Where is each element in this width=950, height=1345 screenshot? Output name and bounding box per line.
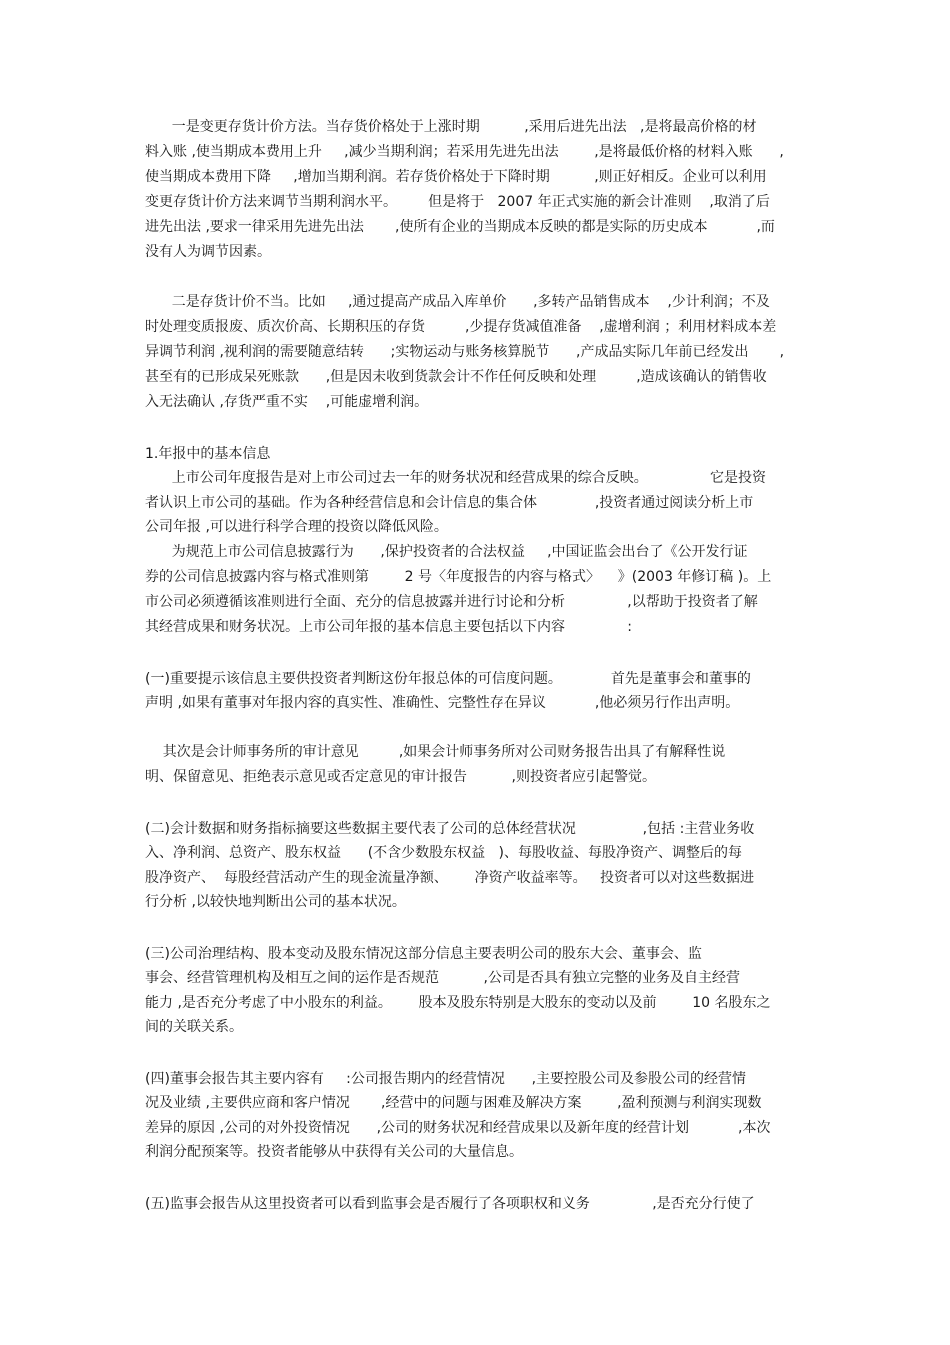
text-line: 料入账 ,使当期成本费用上升 ,减少当期利润；若采用先进先出法 ,是将最低价格的材料入账 , [145, 144, 784, 160]
text-line: (二)会计数据和财务指标摘要这些数据主要代表了公司的总体经营状况 ,包括 :主营业务收 [145, 821, 755, 837]
text-line: (四)董事会报告其主要内容有 :公司报告期内的经营情况 ,主要控股公司及参股公司的经营情 [145, 1071, 747, 1087]
text-line: 甚至有的已形成呆死账款 ,但是因未收到货款会计不作任何反映和处理 ,造成该确认的销售收 [145, 369, 767, 385]
text-line: 况及业绩 ,主要供应商和客户情况 ,经营中的问题与困难及解决方案 ,盈利预测与利润实现数 [145, 1095, 762, 1111]
text-line: 者认识上市公司的基础。作为各种经营信息和会计信息的集合体 ,投资者通过阅读分析上市 [145, 495, 754, 511]
text-line: 使当期成本费用下降 ,增加当期利润。若存货价格处于下降时期 ,则正好相反。企业可以利用 [145, 169, 767, 185]
text-line: 公司年报 ,可以进行科学合理的投资以降低风险。 [145, 519, 448, 535]
text-line: 上市公司年度报告是对上市公司过去一年的财务状况和经营成果的综合反映。 它是投资 [145, 470, 767, 486]
text-line: 入无法确认 ,存货严重不实 ,可能虚增利润。 [145, 394, 429, 410]
text-line: 间的关联关系。 [145, 1019, 243, 1035]
section-heading: 1.年报中的基本信息 [145, 446, 271, 462]
text-line: 声明 ,如果有董事对年报内容的真实性、准确性、完整性存在异议 ,他必须另行作出声明。 [145, 695, 740, 711]
text-line: 其经营成果和财务状况。上市公司年报的基本信息主要包括以下内容 : [145, 619, 633, 635]
text-line: 利润分配预案等。投资者能够从中获得有关公司的大量信息。 [145, 1144, 523, 1160]
text-line: 明、保留意见、拒绝表示意见或否定意见的审计报告 ,则投资者应引起警觉。 [145, 769, 656, 785]
text-line: 异调节利润 ,视利润的需要随意结转 ;实物运动与账务核算脱节 ,产成品实际几年前已经发出 , [145, 344, 785, 360]
text-line: 进先出法 ,要求一律采用先进先出法 ,使所有企业的当期成本反映的都是实际的历史成本 ,而 [145, 219, 775, 235]
text-line: 股净资产、 每股经营活动产生的现金流量净额、 净资产收益率等。 投资者可以对这些数据进 [145, 870, 754, 886]
text-line: (五)监事会报告从这里投资者可以看到监事会是否履行了各项职权和义务 ,是否充分行使了 [145, 1196, 755, 1212]
text-line: 市公司必须遵循该准则进行全面、充分的信息披露并进行讨论和分析 ,以帮助于投资者了解 [145, 594, 758, 610]
text-line: (一)重要提示该信息主要供投资者判断这份年报总体的可信度问题。 首先是董事会和董事的 [145, 671, 751, 687]
text-line: 行分析 ,以较快地判断出公司的基本状况。 [145, 894, 406, 910]
text-line: 能力 ,是否充分考虑了中小股东的利益。 股本及股东特别是大股东的变动以及前 10 名股东之 [145, 995, 771, 1011]
text-line: 券的公司信息披露内容与格式准则第 2 号〈年度报告的内容与格式〉 》(2003 年修订稿 )。上 [145, 569, 772, 585]
text-line: (三)公司治理结构、股本变动及股东情况这部分信息主要表明公司的股东大会、董事会、监 [145, 946, 702, 962]
text-line: 为规范上市公司信息披露行为 ,保护投资者的合法权益 ,中国证监会出台了《公开发行证 [145, 544, 748, 560]
text-line: 时处理变质报废、质次价高、长期积压的存货 ,少提存货减值准备 ,虚增利润 ；利用材料成本差 [145, 319, 777, 335]
text-line: 一是变更存货计价方法。当存货价格处于上涨时期 ,采用后进先出法 ,是将最高价格的材 [145, 119, 757, 135]
text-line: 事会、经营管理机构及相互之间的运作是否规范 ,公司是否具有独立完整的业务及自主经营 [145, 970, 740, 986]
text-line: 入、净利润、总资产、股东权益 (不含少数股东权益 )、每股收益、每股净资产、调整后的每 [145, 845, 742, 861]
text-line: 没有人为调节因素。 [145, 244, 271, 260]
text-line: 二是存货计价不当。比如 ,通过提高产成品入库单价 ,多转产品销售成本 ,少计利润；不及 [145, 294, 770, 310]
text-line: 差异的原因 ,公司的对外投资情况 ,公司的财务状况和经营成果以及新年度的经营计划 ,本次 [145, 1120, 771, 1136]
text-line: 其次是会计师事务所的审计意见 ,如果会计师事务所对公司财务报告出具了有解释性说 [145, 744, 726, 760]
text-line: 变更存货计价方法来调节当期利润水平。 但是将于 2007 年正式实施的新会计准则 ,取消了后 [145, 194, 770, 210]
